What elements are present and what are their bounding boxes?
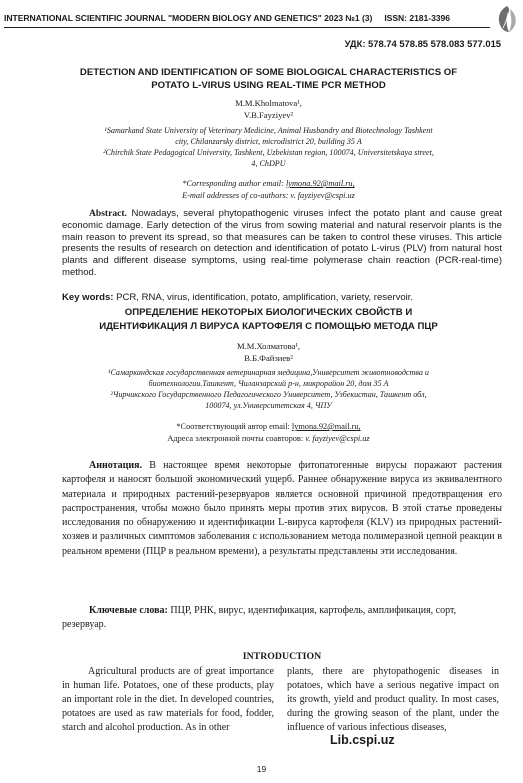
english-author1: M.M.Kholmatova¹, <box>235 98 302 108</box>
english-abstract-label: Abstract. <box>89 208 127 219</box>
english-corr-prefix: *Corresponding author email: <box>182 179 286 188</box>
udk-code: УДК: 578.74 578.85 578.083 577.015 <box>344 38 501 49</box>
english-title-line1: DETECTION AND IDENTIFICATION OF SOME BIOLOGICAL CHARACTERISTICS OF <box>79 67 458 78</box>
russian-abstract-text: В настоящее время некоторые фитопатогенные вирусы поражают растения картофеля и наносят большой экономический ущерб. Раннее обнаружение вируса из эквивалентного материала и природных растений-резервуаров является основной причиной предотвращения его распространения, чтобы можно было принять меры против этих вирусов. В этой статье проведены исследования по обнаружению и идентификации L-вируса картофеля (KLV) из природных растений-хозяев и различных симптомов заболевания с использованием метода полимеразной цепной реакции в реальном времени (ПЦР в реальном времени), а результаты представлены эти исследования. <box>62 460 502 557</box>
introduction-heading: INTRODUCTION <box>242 651 322 662</box>
russian-keywords-text: ПЦР, РНК, вирус, идентификация, картофель, амплификация, сорт, резервуар. <box>62 605 457 631</box>
russian-coauthors-prefix: Адреса электронной почты соавторов: <box>167 434 306 443</box>
russian-abstract <box>62 459 502 559</box>
circular-leaf-logo-icon <box>494 4 520 34</box>
russian-aff2-line2: 100074, ул.Университетская 4, ЧПУ <box>205 401 332 410</box>
introduction-right-column: plants, there are phytopathogenic diseases in potatoes, which have a serious negative impact on its growth, yield and product quality. In most cases, during the growing season of the plant, under the influence of various infectious diseases, <box>287 666 499 733</box>
english-title-line2: POTATO L-VIRUS USING REAL-TIME PCR METHOD <box>151 80 386 91</box>
russian-author2: В.Б.Файзиев² <box>244 352 293 363</box>
russian-title <box>46 306 491 333</box>
watermark-text: Lib.cspi.uz <box>330 733 395 747</box>
english-correspondence <box>46 178 491 202</box>
russian-title-line2: ИДЕНТИФИКАЦИЯ Л ВИРУСА КАРТОФЕЛЯ С ПОМОЩЬЮ МЕТОДА ПЦР <box>99 320 438 332</box>
english-aff1-line1: ¹Samarkand State University of Veterinary Medicine, Animal Husbandry and Biotechnology Tashkent <box>104 126 433 135</box>
russian-corr-prefix: *Соответствующий автор email: <box>176 422 292 431</box>
english-abstract <box>62 208 502 279</box>
english-abstract-text: Nowadays, several phytopathogenic viruses infect the potato plant and cause great economic damage. Early detection of the virus from sowing material and natural reservoir plants is the main reason to prevent its spread, so that measures can be taken to control these viruses. This article presents the results of research on detection and identification of potato L-virus (PLV) from natural host plants and different disease symptoms, using real-time polymerase chain reaction (PCR-real-time) method. <box>62 208 502 278</box>
russian-correspondence <box>46 421 491 445</box>
russian-abstract-label: Аннотация. <box>89 460 143 471</box>
russian-aff1-line2: биотехнологии.Ташкент, Чиланзарский р-н, микрорайон 20, дом 35 А <box>148 379 389 388</box>
english-aff1-line2: city, Chilanzarsky district, microdistrict 20, building 35 A <box>175 137 362 146</box>
journal-name: INTERNATIONAL SCIENTIFIC JOURNAL "MODERN BIOLOGY AND GENETICS" 2023 №1 (3) <box>4 13 373 23</box>
english-aff2-line1: ²Chirchik State Pedagogical University, Tashkent, Uzbekistan region, 100074, Universitetskaya street, <box>103 148 434 157</box>
introduction-left-column: Agricultural products are of great importance in human life. Potatoes, one of these products, play an important role in the diet. In developed countries, potatoes are used as raw materials for food, fodder, starch and alcohol production. As in other <box>62 666 274 733</box>
russian-coauthors-email: v. fayziyev@cspi.uz <box>305 434 370 443</box>
english-corr-email-link[interactable]: lymona.92@mail.ru, <box>285 179 355 188</box>
page-number: 19 <box>256 764 267 774</box>
english-author2: V.B.Fayziyev² <box>243 109 294 120</box>
russian-keywords <box>62 604 502 633</box>
issn: ISSN: 2181-3396 <box>384 13 450 23</box>
english-title <box>46 66 491 92</box>
russian-keywords-label: Ключевые слова: <box>89 605 168 616</box>
english-aff2-line2: 4, ChDPU <box>251 159 286 168</box>
russian-authors <box>46 341 491 364</box>
english-authors <box>46 98 491 121</box>
russian-affiliations <box>46 367 491 411</box>
english-affiliations <box>46 125 491 169</box>
english-keywords-text: PCR, RNA, virus, identification, potato, amplification, variety, reservoir. <box>113 292 414 303</box>
english-coauthors: E-mail addresses of co-authors: v. fayziyev@cspi.uz <box>182 191 355 200</box>
english-keywords <box>62 292 502 304</box>
russian-corr-email-link[interactable]: lymona.92@mail.ru, <box>291 422 361 431</box>
english-keywords-label: Key words: <box>62 292 114 303</box>
russian-title-line1: ОПРЕДЕЛЕНИЕ НЕКОТОРЫХ БИОЛОГИЧЕСКИХ СВОЙСТВ И <box>124 307 413 318</box>
header-rule <box>4 27 490 28</box>
russian-author1: М.М.Холматова¹, <box>236 341 301 351</box>
russian-aff1-line1: ¹Самаркандская государственная ветеринарная медицина,Университет животноводства и <box>108 368 429 377</box>
russian-aff2-line1: ²Чирчикского Государственного Педагогического Университет, Узбекистан, Ташкент обл, <box>110 390 427 399</box>
journal-header <box>4 13 494 23</box>
